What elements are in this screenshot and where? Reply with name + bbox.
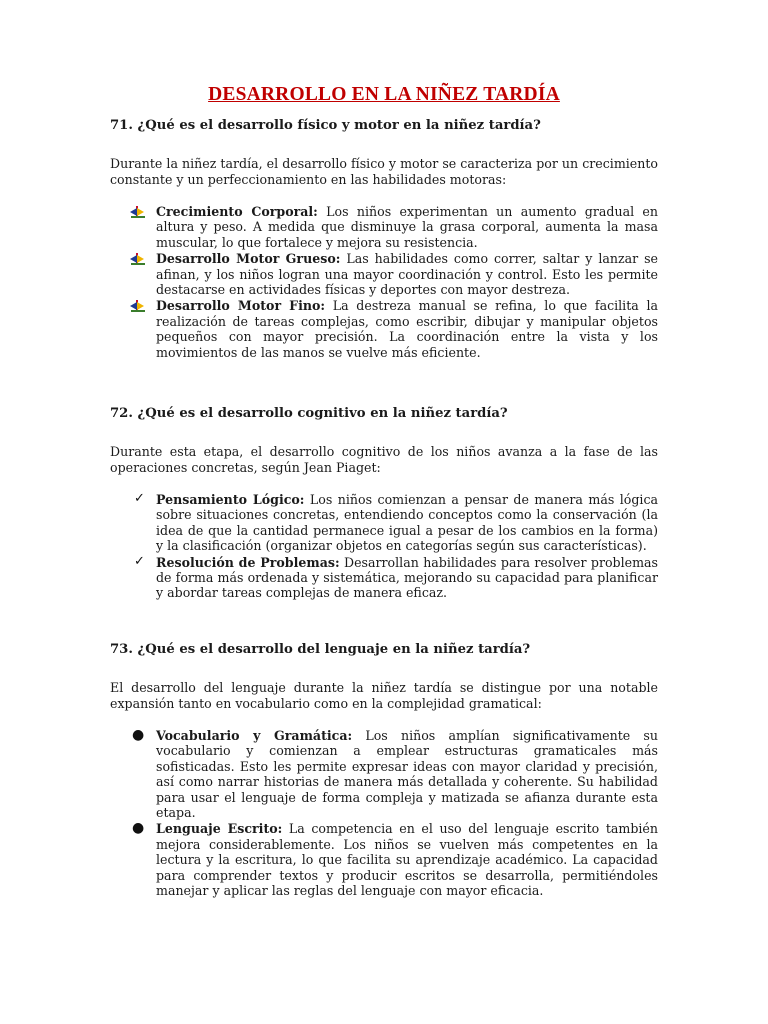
item-text: Los niños comienzan a pensar de manera más lógica sobre situaciones concretas, entendiendo conceptos como la conservación (la idea de que la cantidad permanece igual a pesar de los cambios en la forma) y la clasificación (organizar objetos en categorías según sus características). [156,492,658,554]
item-term: Resolución de Problemas: [156,554,340,570]
dot-bullet-icon: ● [132,820,145,837]
item-term: Pensamiento Lógico: [156,492,305,507]
list-item [110,251,658,297]
section-72 [110,406,658,602]
arrow-bullet-icon [130,300,146,312]
intro-72: Durante esta etapa, el desarrollo cognitivo de los niños avanza a la fase de las operaciones concretas, según Jean Piaget: [110,444,658,475]
item-text: La destreza manual se refina, lo que facilita la realización de tareas complejas, como escribir, dibujar y manipular objetos pequeños con mayor precisión. La coordinación entre la vista y los movimientos de las manos se vuelve más eficiente. [156,298,658,360]
list-item [110,821,658,898]
section-71 [110,118,658,361]
question-71: 71. ¿Qué es el desarrollo físico y motor en la niñez tardía? [110,118,541,133]
intro-71: Durante la niñez tardía, el desarrollo físico y motor se caracteriza por un crecimiento constante y un perfeccionamiento en las habilidades motoras: [110,156,658,187]
list-item [110,204,658,250]
intro-73: El desarrollo del lenguaje durante la niñez tardía se distingue por una notable expansión tanto en vocabulario como en la complejidad gramatical: [110,680,658,711]
page-title: DESARROLLO EN LA NIÑEZ TARDÍA [208,84,560,105]
list-item [110,298,658,360]
item-term: Crecimiento Corporal: [156,204,318,219]
dot-bullet-icon: ● [132,727,145,743]
item-term: Desarrollo Motor Grueso: [156,251,341,267]
list-72 [110,492,658,601]
check-icon: ✓ [134,491,145,506]
question-73: 73. ¿Qué es el desarrollo del lenguaje en la niñez tardía? [110,642,531,657]
list-71 [110,204,658,360]
arrow-bullet-icon [130,253,146,265]
item-text: La competencia en el uso del lenguaje escrito también mejora considerablemente. Los niños se vuelven más competentes en la lectura y la escritura, lo que facilita su aprendizaje académico. La capacidad para comprender textos y producir escritos se desarrolla, permitiéndoles manejar y aplicar las reglas del lenguaje con mayor eficacia. [156,821,658,899]
item-term: Lenguaje Escrito: [156,821,283,837]
list-item [110,555,658,601]
item-text: Las habilidades como correr, saltar y lanzar se afinan, y los niños logran una mayor coordinación y control. Esto les permite destacarse en actividades físicas y deportes con mayor destreza. [156,251,659,298]
item-term: Desarrollo Motor Fino: [156,298,326,314]
question-72: 72. ¿Qué es el desarrollo cognitivo en la niñez tardía? [110,406,508,421]
list-73 [110,728,658,898]
list-item [110,728,658,820]
item-text: Los niños amplían significativamente su vocabulario y comienzan a emplear estructuras gramaticales más sofisticadas. Esto les permite expresar ideas con mayor claridad y precisión, así como narrar historias de manera más detallada y coherente. Su habilidad para usar el lenguaje de forma compleja y matizada se afianza durante esta etapa. [156,728,658,821]
item-text: Los niños experimentan un aumento gradual en altura y peso. A medida que disminuye la grasa corporal, aumenta la masa muscular, lo que fortalece y mejora su resistencia. [156,204,658,250]
list-item [110,492,658,554]
check-icon: ✓ [134,553,145,569]
arrow-bullet-icon [130,206,146,218]
section-73 [110,642,658,899]
item-term: Vocabulario y Gramática: [156,728,353,743]
item-text: Desarrollan habilidades para resolver problemas de forma más ordenada y sistemática, mejorando su capacidad para planificar y abordar tareas complejas de manera eficaz. [156,554,659,601]
